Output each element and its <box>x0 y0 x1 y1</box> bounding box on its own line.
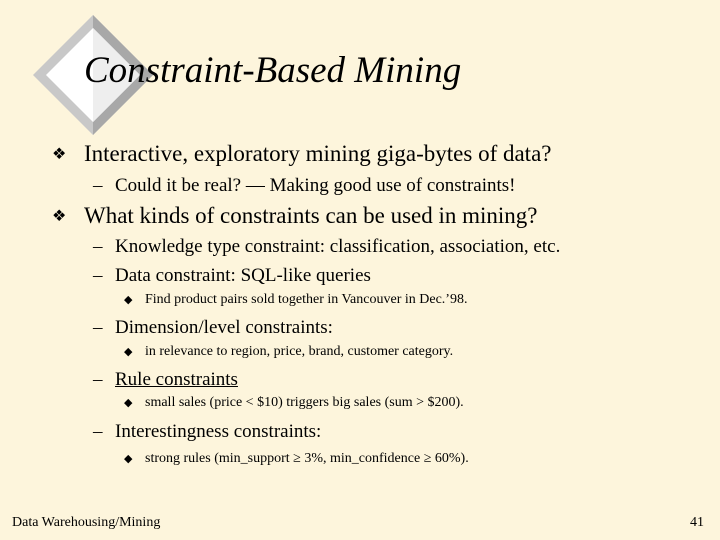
dash-bullet: – <box>93 175 103 196</box>
sub-bullet-text: Could it be real? — Making good use of constraints! <box>115 175 516 196</box>
diamond-bullet-icon: ◆ <box>124 294 133 306</box>
sub-bullet-text: Dimension/level constraints: <box>115 317 333 338</box>
footer-course-title: Data Warehousing/Mining <box>12 515 161 530</box>
sub-bullet-text: Knowledge type constraint: classification, association, etc. <box>115 236 561 257</box>
diamond-bullet-icon: ◆ <box>124 453 133 465</box>
checkmark-bullet-icon: ❖ <box>52 146 67 163</box>
checkmark-bullet-icon: ❖ <box>52 208 67 225</box>
diamond-bullet-icon: ◆ <box>124 346 133 358</box>
diamond-bullet-icon: ◆ <box>124 397 133 409</box>
dash-bullet: – <box>93 369 103 390</box>
sub-sub-bullet-text: in relevance to region, price, brand, customer category. <box>145 344 454 359</box>
sub-sub-bullet-text: small sales (price < $10) triggers big sales (sum > $200). <box>145 395 464 410</box>
sub-bullet-text: Interestingness constraints: <box>115 421 322 442</box>
sub-bullet-text-rule-constraints: Rule constraints <box>115 369 238 390</box>
dash-bullet: – <box>93 265 103 286</box>
bullet-text-2: What kinds of constraints can be used in mining? <box>84 203 538 228</box>
page-number: 41 <box>690 515 704 530</box>
bullet-text-1: Interactive, exploratory mining giga-bytes of data? <box>84 141 552 166</box>
dash-bullet: – <box>93 236 103 257</box>
dash-bullet: – <box>93 317 103 338</box>
sub-sub-bullet-text: Find product pairs sold together in Vancouver in Dec.’98. <box>145 292 468 307</box>
dash-bullet: – <box>93 421 103 442</box>
sub-sub-bullet-text: strong rules (min_support ≥ 3%, min_confidence ≥ 60%). <box>145 451 469 466</box>
slide-title: Constraint-Based Mining <box>84 50 462 91</box>
sub-bullet-text: Data constraint: SQL-like queries <box>115 265 371 286</box>
